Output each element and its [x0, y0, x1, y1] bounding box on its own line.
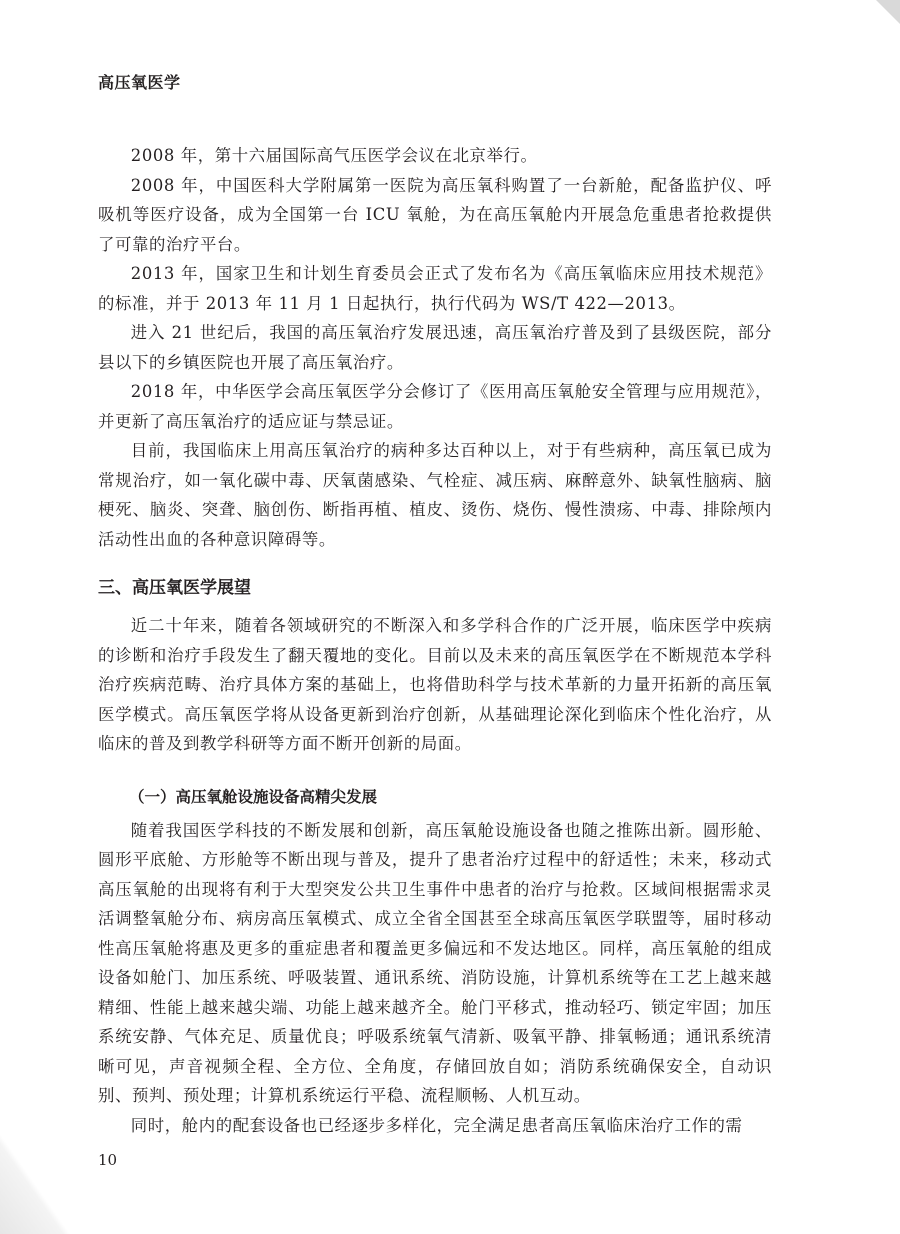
running-head: 高压氧医学	[98, 73, 181, 92]
paragraph-2018-revision: 2018 年，中华医学会高压氧医学分会修订了《医用高压氧舱安全管理与应用规范》，并更新了高压氧治疗的适应证与禁忌证。	[98, 382, 772, 431]
section-heading: 三、高压氧医学展望	[98, 578, 251, 598]
paragraph-2008-icu-chamber: 2008 年，中国医科大学附属第一医院为高压氧科购置了一台新舱，配备监护仪、呼吸机等医疗设备，成为全国第一台 ICU 氧舱，为在高压氧舱内开展急危重患者抢救提供了可靠的治疗平台。	[98, 175, 772, 254]
paragraph-current-indications: 目前，我国临床上用高压氧治疗的病种多达百种以上，对于有些病种，高压氧已成为常规治疗，如一氧化碳中毒、厌氧菌感染、气栓症、减压病、麻醉意外、缺氧性脑病、脑梗死、脑炎、突聋、脑创伤、断指再植、植皮、烫伤、烧伤、慢性溃疡、中毒、排除颅内活动性出血的各种意识障碍等。	[98, 441, 772, 549]
paragraph-21st-century: 进入 21 世纪后，我国的高压氧治疗发展迅速，高压氧治疗普及到了县级医院，部分县以下的乡镇医院也开展了高压氧治疗。	[98, 323, 772, 372]
paragraph-2013-standard: 2013 年，国家卫生和计划生育委员会正式了发布名为《高压氧临床应用技术规范》的标准，并于 2013 年 11 月 1 日起执行，执行代码为 WS/T 422—2013。	[98, 264, 772, 313]
page-corner-top-right	[876, 0, 900, 24]
paragraph-supporting-devices: 同时，舱内的配套设备也已经逐步多样化，完全满足患者高压氧临床治疗工作的需	[130, 1115, 743, 1135]
page-body	[98, 141, 772, 1140]
paragraph-outlook: 近二十年来，随着各领域研究的不断深入和多学科合作的广泛开展，临床医学中疾病的诊断和治疗手段发生了翻天覆地的变化。目前以及未来的高压氧医学在不断规范本学科治疗疾病范畴、治疗具体方案的基础上，也将借助科学与技术革新的力量开拓新的高压氧医学模式。高压氧医学将从设备更新到治疗创新，从基础理论深化到临床个性化治疗，从临床的普及到教学科研等方面不断开创新的局面。	[98, 616, 772, 753]
paragraph-2008-conference: 2008 年，第十六届国际高气压医学会议在北京举行。	[130, 146, 538, 165]
page-corner-bottom-left	[0, 1134, 70, 1234]
paragraph-equipment-development: 随着我国医学科技的不断发展和创新，高压氧舱设施设备也随之推陈出新。圆形舱、圆形平底舱、方形舱等不断出现与普及，提升了患者治疗过程中的舒适性；未来，移动式高压氧舱的出现将有利于大型突发公共卫生事件中患者的治疗与抢救。区域间根据需求灵活调整氧舱分布、病房高压氧模式、成立全省全国甚至全球高压氧医学联盟等，届时移动性高压氧舱将惠及更多的重症患者和覆盖更多偏远和不发达地区。同样，高压氧舱的组成设备如舱门、加压系统、呼吸装置、通讯系统、消防设施，计算机系统等在工艺上越来越精细、性能上越来越尖端、功能上越来越齐全。舱门平移式，推动轻巧、锁定牢固；加压系统安静、气体充足、质量优良；呼吸系统氧气清新、吸氧平静、排氧畅通；通讯系统清晰可见，声音视频全程、全方位、全角度，存储回放自如；消防系统确保安全，自动识别、预判、预处理；计算机系统运行平稳、流程顺畅、人机互动。	[98, 820, 772, 1105]
page-number: 10	[98, 1151, 118, 1169]
sub-heading: （一）高压氧舱设施设备高精尖发展	[129, 787, 378, 806]
